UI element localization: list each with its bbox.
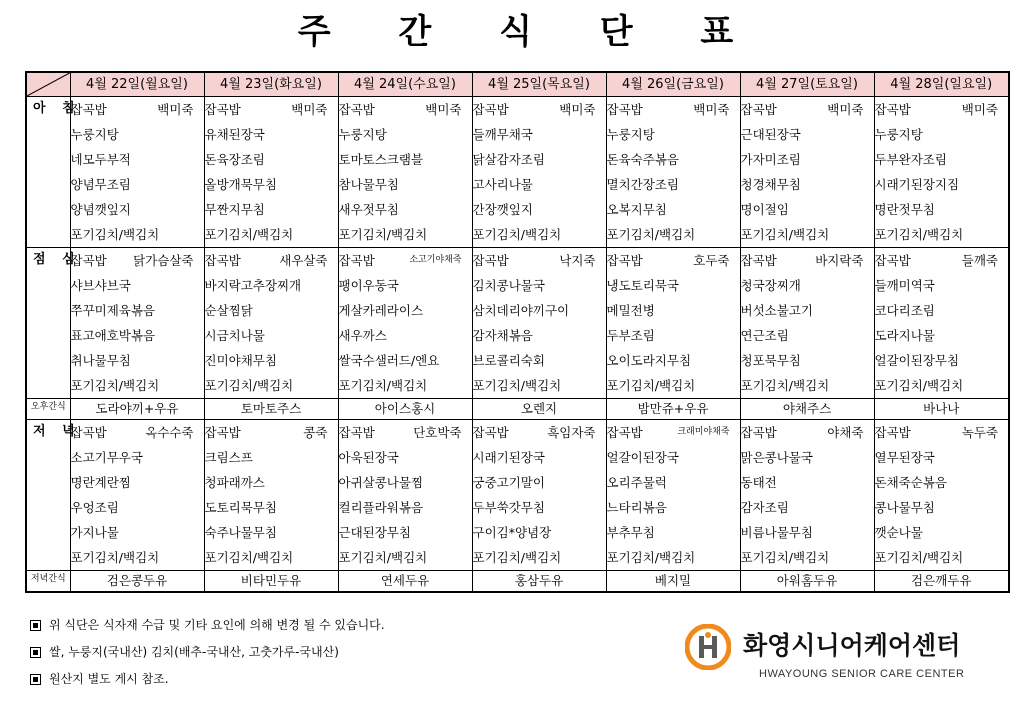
menu-item: 오이도라지무침 [606, 353, 692, 368]
menu-item: 유채된장국 [204, 127, 265, 142]
menu-line-main [473, 420, 606, 445]
menu-item: 맑은콩나물국 [740, 450, 813, 465]
menu-item: 무짠지무침 [204, 202, 265, 217]
weekly-menu-table [25, 71, 1010, 593]
menu-item: 표고애호박볶음 [70, 328, 156, 343]
menu-item: 동태전 [740, 475, 777, 490]
snack-item: 홍삼두유 [472, 571, 606, 593]
porridge-item: 백미죽 [961, 102, 998, 117]
menu-item: 포기김치/백김치 [70, 227, 160, 242]
evening-snack-row [26, 571, 1009, 593]
menu-item: 브로콜리숙회 [472, 353, 545, 368]
menu-item: 열무된장국 [874, 450, 935, 465]
notes-section [30, 616, 385, 697]
lunch-cell [606, 248, 740, 399]
menu-item: 근대된장국 [740, 127, 801, 142]
menu-item: 깻순나물 [874, 525, 923, 540]
menu-item: 토마토스크램블 [338, 152, 424, 167]
menu-item: 아욱된장국 [338, 450, 399, 465]
menu-item: 새우젓무침 [338, 202, 399, 217]
menu-item: 바지락고추장찌개 [204, 278, 302, 293]
rice-item: 잡곡밥 [874, 425, 911, 440]
snack-item: 검은콩두유 [70, 571, 204, 593]
menu-item: 컬리플라워볶음 [338, 500, 424, 515]
porridge-item: 백미죽 [291, 102, 328, 117]
rice-item: 잡곡밥 [472, 102, 509, 117]
menu-item: 부추무침 [606, 525, 655, 540]
menu-item: 청포묵무침 [740, 353, 801, 368]
lunch-cell [472, 248, 606, 399]
menu-line-main [71, 97, 204, 122]
porridge-item: 흑임자죽 [547, 425, 596, 440]
menu-item: 샤브샤브국 [70, 278, 131, 293]
menu-item: 두부완자조림 [874, 152, 947, 167]
meal-label-breakfast: 아 침 [26, 97, 70, 248]
menu-item: 쭈꾸미제육볶음 [70, 303, 156, 318]
menu-item: 구이김*양념장 [472, 525, 552, 540]
porridge-item: 소고기야채죽 [409, 255, 462, 265]
square-bullet-icon [30, 620, 41, 631]
menu-item: 새우까스 [338, 328, 387, 343]
menu-item: 네모두부적 [70, 152, 131, 167]
menu-item: 숙주나물무침 [204, 525, 277, 540]
lunch-row [26, 248, 1009, 399]
porridge-item: 야채죽 [827, 425, 864, 440]
menu-item: 포기김치/백김치 [338, 378, 428, 393]
note-item [30, 670, 385, 697]
menu-line-main [473, 248, 606, 273]
menu-item: 감자채볶음 [472, 328, 533, 343]
dinner-cell [874, 420, 1009, 571]
menu-item: 쌀국수샐러드/엔요 [338, 353, 440, 368]
menu-item: 포기김치/백김치 [70, 378, 160, 393]
logo-name: 화영시니어케어센터 [743, 631, 961, 660]
day-header: 4월 28일(일요일) [874, 72, 1009, 97]
menu-item: 양념깻잎지 [70, 202, 131, 217]
menu-line-main [741, 420, 874, 445]
breakfast-cell [740, 97, 874, 248]
rice-item: 잡곡밥 [740, 253, 777, 268]
menu-item: 시금치나물 [204, 328, 265, 343]
note-text: 원산지 별도 게시 참조. [49, 672, 169, 686]
day-header: 4월 22일(월요일) [70, 72, 204, 97]
menu-item: 얼갈이된장무침 [874, 353, 960, 368]
menu-item: 시래기된장국 [472, 450, 545, 465]
menu-item: 포기김치/백김치 [204, 550, 294, 565]
menu-item: 포기김치/백김치 [338, 550, 428, 565]
dinner-cell [472, 420, 606, 571]
porridge-item: 바지락죽 [815, 253, 864, 268]
porridge-item: 콩죽 [303, 425, 328, 440]
meal-label-dinner: 저 녁 [26, 420, 70, 571]
page-title: 주 간 식 단 표 [297, 12, 762, 52]
menu-item: 포기김치/백김치 [740, 550, 830, 565]
rice-item: 잡곡밥 [606, 253, 643, 268]
menu-item: 명이절임 [740, 202, 789, 217]
meal-label-lunch: 점 심 [26, 248, 70, 399]
snack-item: 토마토주스 [204, 399, 338, 420]
menu-item: 연근조림 [740, 328, 789, 343]
square-bullet-icon [30, 647, 41, 658]
menu-item: 소고기무우국 [70, 450, 143, 465]
porridge-item: 백미죽 [827, 102, 864, 117]
menu-item: 들깨미역국 [874, 278, 935, 293]
porridge-item: 백미죽 [693, 102, 730, 117]
rice-item: 잡곡밥 [338, 102, 375, 117]
menu-line-main [875, 420, 1009, 445]
snack-item: 아이스홍시 [338, 399, 472, 420]
dinner-cell [204, 420, 338, 571]
menu-item: 포기김치/백김치 [472, 227, 562, 242]
rice-item: 잡곡밥 [70, 102, 107, 117]
porridge-item: 닭가슴살죽 [133, 253, 194, 268]
rice-item: 잡곡밥 [606, 425, 643, 440]
snack-item: 비타민두유 [204, 571, 338, 593]
breakfast-cell [338, 97, 472, 248]
menu-item: 근대된장무침 [338, 525, 411, 540]
rice-item: 잡곡밥 [606, 102, 643, 117]
note-item [30, 643, 385, 670]
menu-item: 포기김치/백김치 [204, 378, 294, 393]
menu-line-main [205, 248, 338, 273]
menu-item: 양념무조림 [70, 177, 131, 192]
menu-item: 감자조림 [740, 500, 789, 515]
menu-item: 누룽지탕 [874, 127, 923, 142]
menu-item: 메밀전병 [606, 303, 655, 318]
porridge-item: 백미죽 [157, 102, 194, 117]
menu-item: 누룽지탕 [70, 127, 119, 142]
menu-item: 진미야채무침 [204, 353, 277, 368]
menu-item: 포기김치/백김치 [472, 378, 562, 393]
menu-line-main [71, 248, 204, 273]
menu-line-main [71, 420, 204, 445]
menu-item: 게살카레라이스 [338, 303, 424, 318]
snack-item: 도라야끼+우유 [70, 399, 204, 420]
snack-item: 베지밀 [606, 571, 740, 593]
menu-item: 돈육숙주볶음 [606, 152, 679, 167]
menu-item: 팽이우동국 [338, 278, 399, 293]
dinner-cell [338, 420, 472, 571]
menu-item: 순살찜닭 [204, 303, 253, 318]
menu-item: 명란젓무침 [874, 202, 935, 217]
menu-line-main [741, 248, 874, 273]
snack-item: 바나나 [874, 399, 1009, 420]
note-text: 위 식단은 식자재 수급 및 기타 요인에 의해 변경 될 수 있습니다. [49, 618, 385, 632]
breakfast-cell [606, 97, 740, 248]
afternoon-snack-row [26, 399, 1009, 420]
menu-item: 누룽지탕 [338, 127, 387, 142]
menu-item: 시래기된장지짐 [874, 177, 960, 192]
porridge-item: 들깨죽 [961, 253, 998, 268]
day-header-row [26, 72, 1009, 97]
square-bullet-icon [30, 674, 41, 685]
breakfast-cell [70, 97, 204, 248]
menu-item: 간장깻잎지 [472, 202, 533, 217]
menu-line-main [339, 97, 472, 122]
menu-item: 포기김치/백김치 [740, 378, 830, 393]
menu-item: 느타리볶음 [606, 500, 667, 515]
menu-item: 포기김치/백김치 [472, 550, 562, 565]
breakfast-cell [472, 97, 606, 248]
logo-mark-icon [685, 624, 731, 670]
rice-item: 잡곡밥 [472, 253, 509, 268]
dinner-cell [70, 420, 204, 571]
menu-item: 포기김치/백김치 [606, 550, 696, 565]
menu-line-main [473, 97, 606, 122]
menu-item: 청파래까스 [204, 475, 265, 490]
breakfast-cell [874, 97, 1009, 248]
day-header: 4월 25일(목요일) [472, 72, 606, 97]
rice-item: 잡곡밥 [204, 425, 241, 440]
menu-item: 닭살감자조림 [472, 152, 545, 167]
breakfast-cell [204, 97, 338, 248]
diagonal-line [27, 73, 70, 96]
menu-item: 가자미조림 [740, 152, 801, 167]
note-text: 쌀, 누룽지(국내산) 김치(배추-국내산, 고춧가루-국내산) [49, 645, 339, 659]
center-logo [685, 622, 995, 686]
lunch-cell [70, 248, 204, 399]
snack-item: 야채주스 [740, 399, 874, 420]
porridge-item: 크래미야채죽 [677, 427, 730, 437]
snack-item: 아워홈두유 [740, 571, 874, 593]
dinner-cell [740, 420, 874, 571]
snack-item: 오렌지 [472, 399, 606, 420]
porridge-item: 호두죽 [693, 253, 730, 268]
note-item [30, 616, 385, 643]
rice-item: 잡곡밥 [338, 425, 375, 440]
rice-item: 잡곡밥 [70, 253, 107, 268]
logo-english-name: HWAYOUNG SENIOR CARE CENTER [759, 668, 965, 680]
menu-item: 김치콩나물국 [472, 278, 545, 293]
porridge-item: 옥수수죽 [145, 425, 194, 440]
menu-item: 궁중고기말이 [472, 475, 545, 490]
menu-item: 포기김치/백김치 [338, 227, 428, 242]
menu-item: 돈채죽순볶음 [874, 475, 947, 490]
menu-item: 취나물무침 [70, 353, 131, 368]
menu-item: 얼갈이된장국 [606, 450, 679, 465]
rice-item: 잡곡밥 [472, 425, 509, 440]
menu-item: 명란계란찜 [70, 475, 131, 490]
menu-item: 도토리묵무침 [204, 500, 277, 515]
day-header: 4월 27일(토요일) [740, 72, 874, 97]
menu-item: 포기김치/백김치 [606, 227, 696, 242]
porridge-item: 단호박죽 [413, 425, 462, 440]
menu-item: 가지나물 [70, 525, 119, 540]
menu-line-main [607, 248, 740, 273]
corner-cell [26, 72, 70, 97]
menu-item: 돈육장조림 [204, 152, 265, 167]
menu-item: 포기김치/백김치 [606, 378, 696, 393]
snack-item: 검은깨두유 [874, 571, 1009, 593]
menu-line-main [741, 97, 874, 122]
menu-item: 들깨무채국 [472, 127, 533, 142]
menu-item: 포기김치/백김치 [874, 378, 964, 393]
snack-label-afternoon: 오후간식 [26, 399, 70, 420]
menu-line-main [875, 97, 1009, 122]
porridge-item: 백미죽 [425, 102, 462, 117]
menu-line-main [339, 248, 472, 273]
menu-item: 두부쑥갓무침 [472, 500, 545, 515]
lunch-cell [338, 248, 472, 399]
menu-item: 청국장찌개 [740, 278, 801, 293]
porridge-item: 녹두죽 [961, 425, 998, 440]
menu-item: 우엉조림 [70, 500, 119, 515]
menu-line-main [607, 97, 740, 122]
menu-item: 포기김치/백김치 [874, 550, 964, 565]
day-header: 4월 23일(화요일) [204, 72, 338, 97]
dinner-row [26, 420, 1009, 571]
lunch-cell [740, 248, 874, 399]
porridge-item: 새우살죽 [279, 253, 328, 268]
menu-line-main [875, 248, 1009, 273]
menu-item: 포기김치/백김치 [204, 227, 294, 242]
menu-item: 멸치간장조림 [606, 177, 679, 192]
menu-item: 청경채무침 [740, 177, 801, 192]
rice-item: 잡곡밥 [338, 253, 375, 268]
breakfast-row [26, 97, 1009, 248]
menu-item: 크림스프 [204, 450, 253, 465]
menu-item: 비름나물무침 [740, 525, 813, 540]
rice-item: 잡곡밥 [204, 253, 241, 268]
dinner-cell [606, 420, 740, 571]
menu-item: 포기김치/백김치 [70, 550, 160, 565]
lunch-cell [204, 248, 338, 399]
menu-item: 오리주물럭 [606, 475, 667, 490]
rice-item: 잡곡밥 [874, 253, 911, 268]
rice-item: 잡곡밥 [204, 102, 241, 117]
menu-item: 고사리나물 [472, 177, 533, 192]
rice-item: 잡곡밥 [740, 425, 777, 440]
menu-line-main [205, 420, 338, 445]
day-header: 4월 24일(수요일) [338, 72, 472, 97]
menu-item: 참나물무침 [338, 177, 399, 192]
menu-item: 냉도토리묵국 [606, 278, 679, 293]
menu-line-main [339, 420, 472, 445]
menu-item: 버섯소불고기 [740, 303, 813, 318]
menu-item: 도라지나물 [874, 328, 935, 343]
menu-line-main [607, 420, 740, 445]
menu-item: 아귀살콩나물찜 [338, 475, 424, 490]
rice-item: 잡곡밥 [740, 102, 777, 117]
porridge-item: 백미죽 [559, 102, 596, 117]
rice-item: 잡곡밥 [874, 102, 911, 117]
menu-item: 누룽지탕 [606, 127, 655, 142]
lunch-cell [874, 248, 1009, 399]
menu-item: 포기김치/백김치 [740, 227, 830, 242]
menu-item: 콩나물무침 [874, 500, 935, 515]
menu-item: 포기김치/백김치 [874, 227, 964, 242]
snack-item: 연세두유 [338, 571, 472, 593]
menu-item: 오복지무침 [606, 202, 667, 217]
menu-item: 코다리조림 [874, 303, 935, 318]
porridge-item: 낙지죽 [559, 253, 596, 268]
menu-line-main [205, 97, 338, 122]
snack-item: 밤만쥬+우유 [606, 399, 740, 420]
menu-item: 올방개묵무침 [204, 177, 277, 192]
day-header: 4월 26일(금요일) [606, 72, 740, 97]
rice-item: 잡곡밥 [70, 425, 107, 440]
menu-item: 두부조림 [606, 328, 655, 343]
menu-item: 삼치데리야끼구이 [472, 303, 570, 318]
snack-label-evening: 저녁간식 [26, 571, 70, 593]
